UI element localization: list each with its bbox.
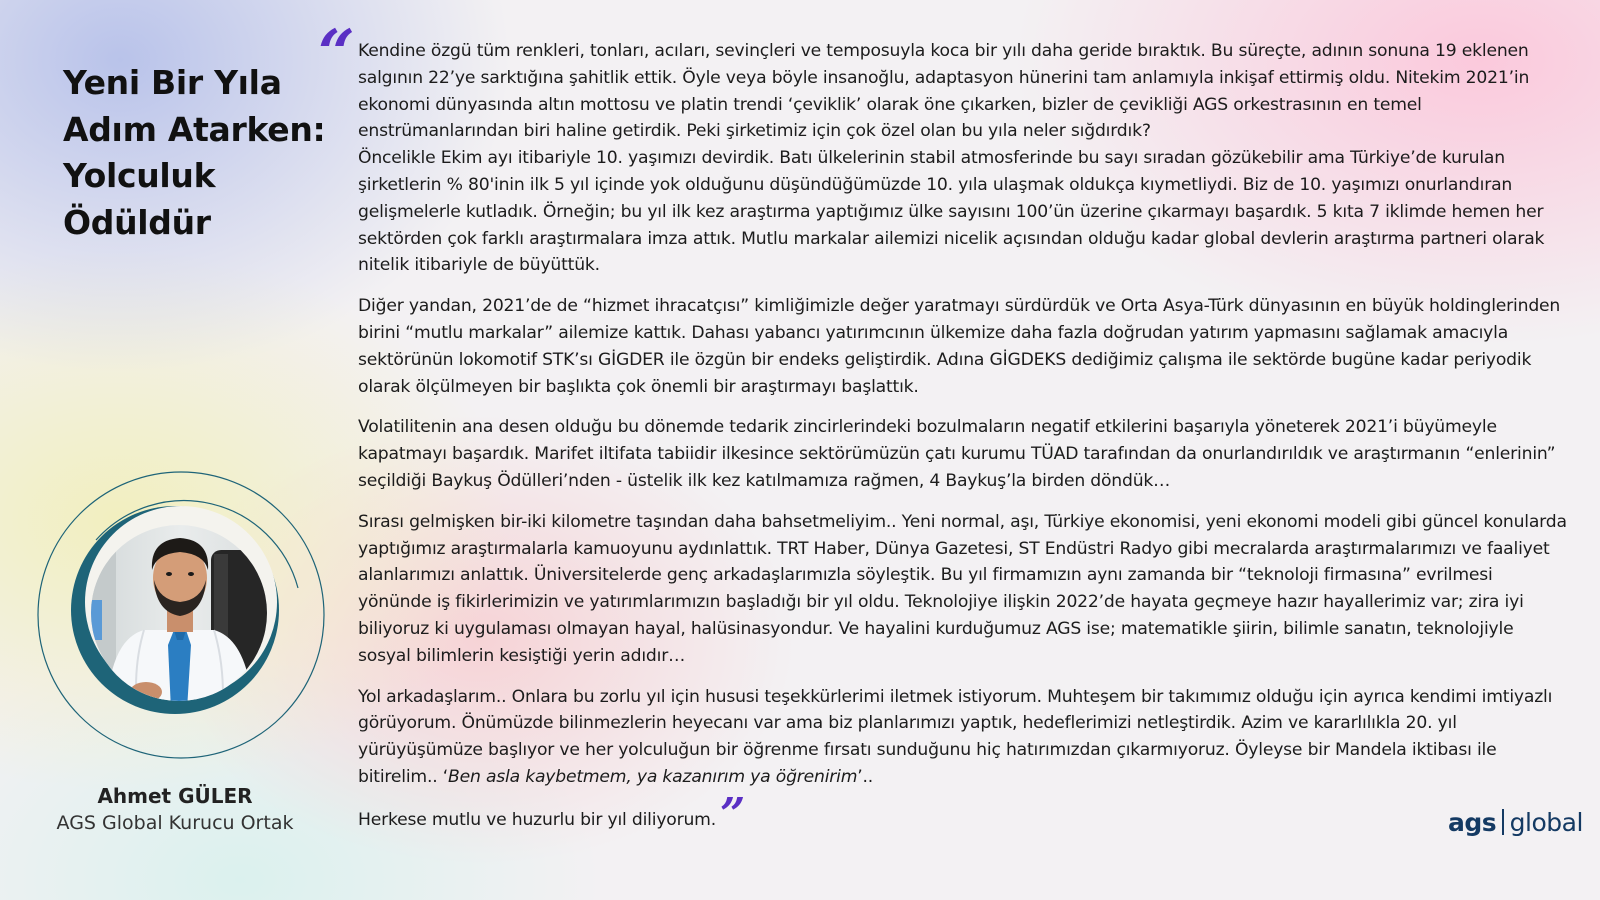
logo-primary: ags xyxy=(1448,808,1497,837)
mandela-suffix: ’.. xyxy=(857,766,874,787)
paragraph: Yol arkadaşlarım.. Onlara bu zorlu yıl için hususi teşekkürlerimi iletmek istiyorum. Muhteşem bir takımımız olduğu için ayrıca kendimi imtiyazlı görüyorum. Önümüzde bilinmezlerin heyecanı var ama biz planlarımızı yaptık, hedeflerimizi netleştirdik. Azim ve kararlılıkla 20. yıl yürüyüşümüze başlıyor ve her yolculuğun bir öğrenme fırsatı sunduğunu hiç hatırımızdan çıkarmıyoruz. Öyleyse bir Mandela iktibası ile bitirelim.. ‘ xyxy=(358,686,1553,787)
paragraph: Volatilitenin ana desen olduğu bu dönemde tedarik zincirlerindeki bozulmaların negatif etkilerini başarıyla yöneterek 2021’i büyümeyle kapatmayı başardık. Marifet iltifata tabiidir ilkesince sektörümüzün çatı kurumu TÜAD tarafından da onurlandırıldık ve araştırmanın “enlerinin” seçildiği Baykuş Ödülleri’nden - üstelik ilk kez katılmamıza rağmen, 4 Baykuş’la birden döndük… xyxy=(358,417,1556,491)
mandela-quote: Ben asla kaybetmem, ya kazanırım ya öğrenirim xyxy=(448,766,858,787)
author-role: AGS Global Kurucu Ortak xyxy=(56,812,294,834)
closing-text: Herkese mutlu ve huzurlu bir yıl diliyorum. xyxy=(358,809,716,830)
logo-secondary: global xyxy=(1509,808,1583,837)
page-title xyxy=(63,60,343,246)
title-line: Adım Atarken: xyxy=(63,109,326,149)
logo-divider xyxy=(1502,809,1504,835)
close-quote-mark: ” xyxy=(719,788,746,840)
letter-body xyxy=(358,38,1568,848)
paragraph: Öncelikle Ekim ayı itibariyle 10. yaşımızı devirdik. Batı ülkelerinin stabil atmosferinde bu sayı sıradan gözükebilir ama Türkiye’de kurulan şirketlerin % 80'inin ilk 5 yıl içinde yok olduğunu düşündüğümüzde 10. yıla ulaşmak oldukça kıymetliydi. Biz de 10. yaşımızı onurlandıran gelişmelerle kutladık. Örneğin; bu yıl ilk kez araştırma yaptığımız ülke sayısını 100’ün üzerine çıkarmayı başardık. 5 kıta 7 iklimde hemen her sektörden çok farklı araştırmalara imza attık. Mutlu markalar ailemizi nicelik açısından olduğu kadar global devlerin araştırma partneri olarak nitelik itibariyle de büyüttük. xyxy=(358,148,1545,276)
paragraph-with-quote xyxy=(358,684,1568,791)
paragraph: Kendine özgü tüm renkleri, tonları, acıları, sevinçleri ve temposuyla koca bir yılı daha geride bıraktık. Bu süreçte, adının sonuna 19 eklenen salgının 22’ye sarktığına şahitlik ettik. Öyle veya böyle insanoğlu, adaptasyon hünerini tam anlamıyla inkişaf ettirmiş oldu. Nitekim 2021’in ekonomi dünyasında altın mottosu ve platin trendi ‘çeviklik’ olarak öne çıkarken, bizler de çevikliği AGS orkestrasının en temel enstrümanlarından biri haline getirdik. Peki şirketimiz için çok özel olan bu yıla neler sığdırdık? xyxy=(358,41,1530,142)
open-quote-mark: “ xyxy=(318,16,355,91)
title-line: Yeni Bir Yıla xyxy=(63,63,282,102)
left-panel xyxy=(0,0,350,900)
paragraph: Sırası gelmişken bir-iki kilometre taşından daha bahsetmeliyim.. Yeni normal, aşı, Türkiye ekonomisi, yeni ekonomi modeli gibi güncel konularda yaptığımız araştırmalarla kamuoyunu aydınlattık. TRT Haber, Dünya Gazetesi, ST Endüstri Radyo gibi mecralarda araştırmalarımızı ve faaliyet alanlarımızı anlattık. Üniversitelerde genç arkadaşlarımızla söyleştik. Bu yıl firmamızın aynı zamanda bir “teknoloji firmasına” evrilmesi yönünde iş fikirlerimizin ve yatırımlarımızın başladığı bir yıl oldu. Teknolojiye ilişkin 2022’de hayata geçmeye hazır hayallerimiz var; zira iyi biliyoruz ki uygulaması olmayan hayal, halüsinasyondur. Ve hayalini kurduğumuz AGS ise; matematikle şiirin, bilimle sanatın, teknolojiyle sosyal bilimlerin kesiştiği yerin adıdır… xyxy=(358,511,1567,666)
title-line: Yolculuk xyxy=(63,156,216,195)
author-portrait xyxy=(36,470,326,760)
title-line: Ödüldür xyxy=(63,202,211,242)
paragraph: Diğer yandan, 2021’de de “hizmet ihracatçısı” kimliğimizle değer yaratmayı sürdürdük ve Orta Asya-Türk dünyasının en büyük holdinglerinden birini “mutlu markalar” ailemize kattık. Dahası yabancı yatırımcının ülkemize daha fazla doğrudan yatırım yapmasını sağlamak amacıyla sektörünün lokomotif STK’sı GİGDER ile özgün bir endeks geliştirdik. Adına GİGDEKS dediğimiz çalışma ile sektörde bugüne kadar periyodik olarak ölçülmeyen bir başlıkta çok önemli bir araştırmayı başlattık. xyxy=(358,296,1561,397)
author-name: Ahmet GÜLER xyxy=(97,784,253,808)
ags-global-logo xyxy=(1448,808,1583,837)
closing-line xyxy=(358,788,1568,840)
